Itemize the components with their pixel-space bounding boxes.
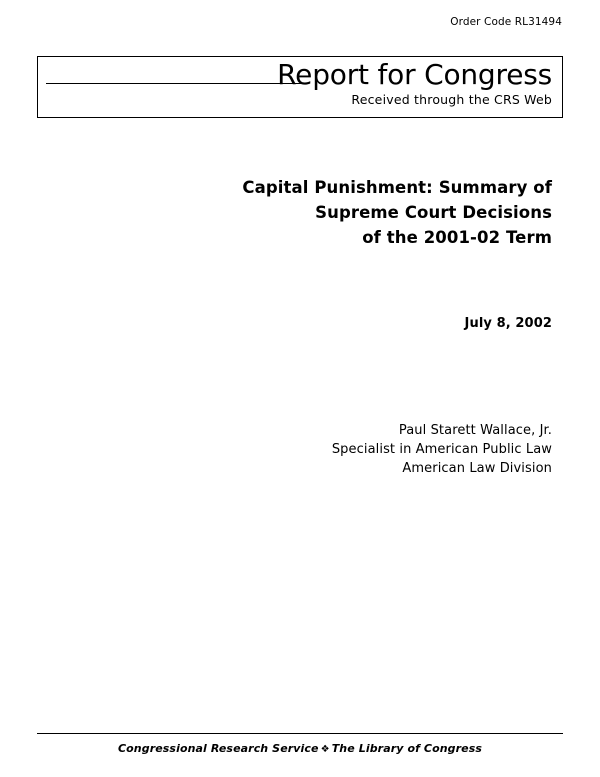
author-name: Paul Starett Wallace, Jr. bbox=[398, 423, 552, 438]
page-title-line-1: Capital Punishment: Summary of bbox=[242, 178, 552, 197]
footer-right-text: The Library of Congress bbox=[331, 742, 483, 755]
masthead-title: Report for Congress bbox=[277, 58, 552, 91]
publication-date: July 8, 2002 bbox=[464, 316, 552, 331]
order-code: Order Code RL31494 bbox=[450, 16, 562, 28]
page-title-line-3: of the 2001-02 Term bbox=[362, 228, 552, 247]
footer-left-text: Congressional Research Service bbox=[117, 742, 319, 755]
masthead-inner bbox=[38, 57, 562, 117]
masthead-box bbox=[37, 56, 563, 118]
masthead-subtitle: Received through the CRS Web bbox=[351, 92, 552, 107]
footer-divider bbox=[37, 733, 563, 734]
author-division: American Law Division bbox=[402, 461, 552, 476]
author-role: Specialist in American Public Law bbox=[331, 442, 552, 457]
masthead-divider bbox=[46, 83, 306, 84]
diamond-icon: ❖ bbox=[320, 744, 330, 755]
page-title bbox=[82, 175, 552, 250]
page-title-line-2: Supreme Court Decisions bbox=[315, 203, 552, 222]
page-footer bbox=[0, 742, 600, 755]
author-block bbox=[82, 421, 552, 478]
